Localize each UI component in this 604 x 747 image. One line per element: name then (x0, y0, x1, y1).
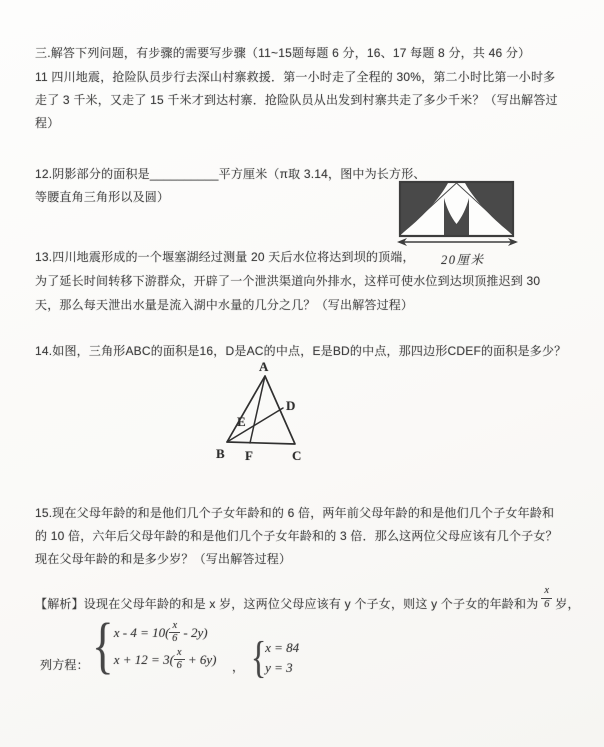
vertex-label-e: E (237, 414, 246, 429)
vertex-label-c: C (292, 448, 302, 463)
equation-2 (114, 646, 217, 673)
equation-1 (114, 619, 217, 646)
solution-brace: { (250, 633, 267, 682)
age-sum-fraction (541, 586, 552, 610)
analysis-intro (35, 585, 595, 617)
problem-12 (35, 163, 426, 209)
equation-column (114, 619, 217, 673)
solution-system (248, 633, 300, 682)
equation-2-rhs: + 6y) (184, 652, 217, 667)
triangle-diagram-lines (190, 362, 322, 466)
fraction-numerator: x (541, 586, 552, 599)
system-brace: { (92, 612, 114, 680)
problem-15-line-3: 现在父母年龄的和是多少岁？（写出解答过程） (35, 552, 292, 566)
problem-14 (35, 340, 587, 363)
vertex-label-b: B (216, 446, 225, 461)
shaded-rectangle-figure (395, 179, 523, 249)
equation-2-fraction (174, 648, 185, 672)
fraction-denominator: 6 (544, 598, 550, 610)
cevian-af (250, 376, 265, 443)
problem-12-line-1: 12.阴影部分的面积是__________平方厘米（π取 3.14，图中为长方形、 (35, 167, 426, 181)
problem-15 (35, 502, 587, 571)
solution-column (265, 638, 299, 678)
equations-label: 列方程： (40, 658, 89, 672)
problem-11-line-2: 走了 3 千米，又走了 15 千米才到达村寨．抢险队员从出发到村寨共走了多少千米？（写出解答过 (35, 93, 558, 107)
equation-1-rhs: - 2y) (180, 625, 208, 640)
problem-11-line-3: 程） (35, 116, 60, 130)
problem-13-line-2: 为了延长时间转移下游群众，开辟了一个泄洪渠道向外排水，这样可使水位到达坝顶推迟到 30 (35, 274, 541, 288)
equation-1-frac-num: x (169, 621, 180, 634)
problem-13 (35, 245, 587, 317)
vertex-label-d: D (286, 398, 296, 413)
problem-13-line-3: 天，那么每天泄出水量是流入湖中水量的几分之几？（写出解答过程） (35, 298, 414, 312)
triangle-figure (190, 359, 322, 466)
figure-width-label: 20厘米 (441, 253, 485, 267)
equation-system (88, 612, 217, 680)
equation-2-frac-num: x (174, 648, 185, 661)
equation-2-lhs: x + 12 = 3( (113, 652, 174, 667)
analysis-intro-suffix: 岁， (555, 597, 580, 612)
triangle-abc (227, 376, 295, 444)
problem-11 (35, 66, 587, 135)
problem-14-line-1: 14.如图，三角形ABC的面积是16，D是AC的中点，E是BD的中点，那四边形CDEF的面积是多少？ (35, 344, 567, 358)
analysis-intro-text: 【解析】设现在父母年龄的和是 x 岁，这两位父母应该有 y 个子女，则这 y 个子女的年龄和为 (35, 597, 539, 612)
vertex-label-f: F (245, 448, 253, 463)
equation-2-frac-den: 6 (176, 660, 182, 672)
solution-y: y = 3 (265, 660, 293, 675)
equation-1-fraction (169, 621, 180, 645)
problem-12-line-2: 等腰直角三角形以及圆） (35, 190, 170, 204)
problem-11-line-1: 11 四川地震，抢险队员步行去深山村寨救援．第一小时走了全程的 30%，第二小时比第一小时多 (35, 70, 556, 84)
problem-13-line-1: 13.四川地震形成的一个堰塞湖经过测量 20 天后水位将达到坝的顶端， (35, 250, 415, 264)
cevian-bd (227, 408, 283, 442)
solution-x: x = 84 (265, 640, 300, 655)
system-separator-comma: ， (232, 660, 245, 674)
problem-15-line-2: 的 10 倍，六年后父母年龄的和是他们几个子女年龄和的 3 倍．那么这两位父母应该有几个子女？ (35, 529, 558, 543)
section-header: 三.解答下列问题，有步骤的需要写步骤（11~15题每题 6 分，16、17 每题 8 分，共 46 分） (35, 46, 531, 60)
equation-1-lhs: x - 4 = 10( (113, 625, 170, 640)
equation-1-frac-den: 6 (172, 633, 178, 645)
vertex-label-a: A (259, 359, 269, 374)
problem-15-line-1: 15.现在父母年龄的和是他们几个子女年龄和的 6 倍，两年前父母年龄的和是他们几个子女年龄和 (35, 506, 555, 520)
